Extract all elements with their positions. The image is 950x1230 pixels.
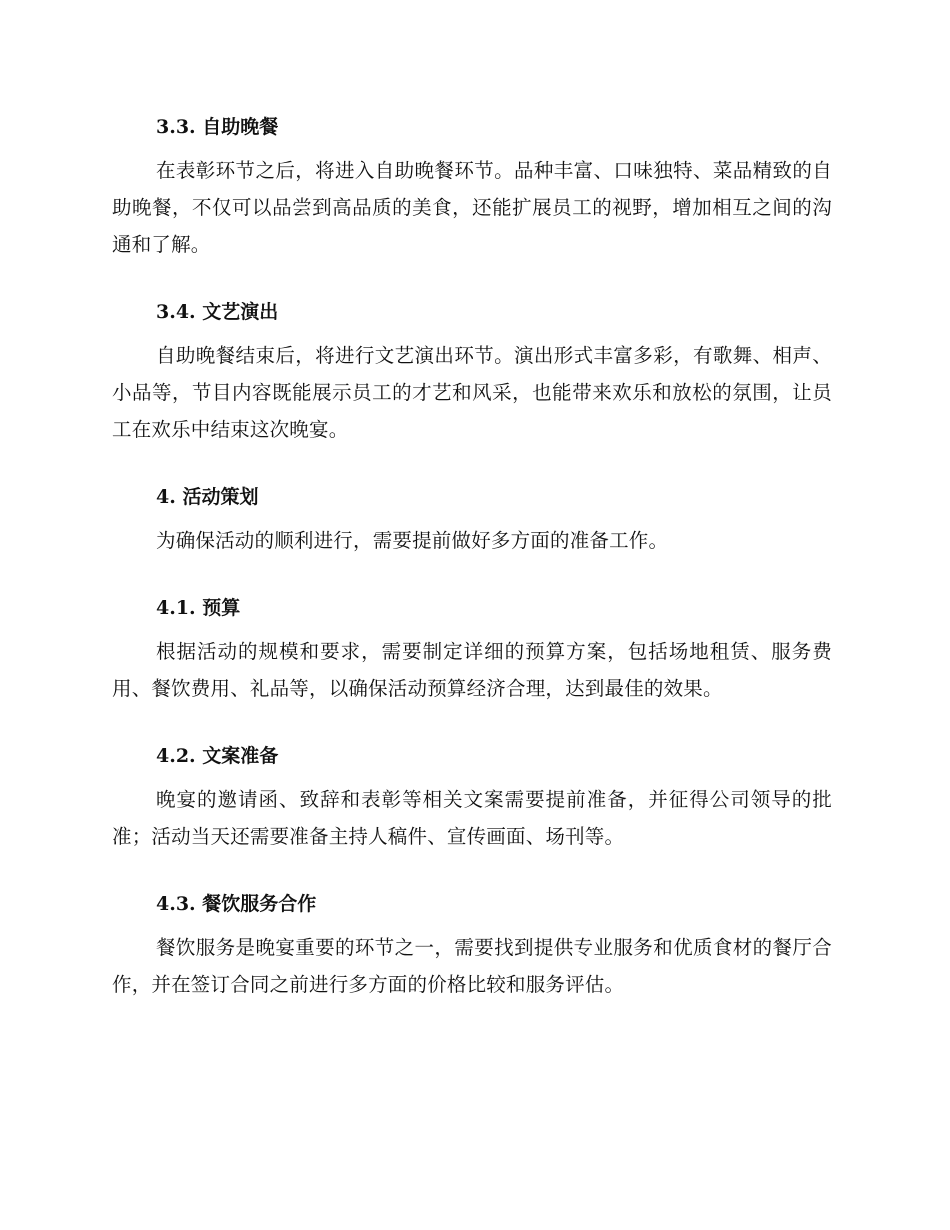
section-heading-3-3: 3.3. 自助晚餐 xyxy=(156,116,279,138)
section-paragraph-4-2: 晚宴的邀请函、致辞和表彰等相关文案需要提前准备，并征得公司领导的批准；活动当天还需要准备主持人稿件、宣传画面、场刊等。 xyxy=(112,788,832,848)
section-heading-3-4: 3.4. 文艺演出 xyxy=(156,301,279,323)
section-paragraph-4: 为确保活动的顺利进行，需要提前做好多方面的准备工作。 xyxy=(156,529,669,552)
section-heading-4-3: 4.3. 餐饮服务合作 xyxy=(156,893,317,915)
section-heading-4-2: 4.2. 文案准备 xyxy=(156,745,279,767)
section-heading-4: 4. 活动策划 xyxy=(156,486,259,508)
section-heading-4-1: 4.1. 预算 xyxy=(156,597,241,619)
section-paragraph-4-1: 根据活动的规模和要求，需要制定详细的预算方案，包括场地租赁、服务费用、餐饮费用、礼品等，以确保活动预算经济合理，达到最佳的效果。 xyxy=(112,640,832,700)
section-paragraph-3-3: 在表彰环节之后，将进入自助晚餐环节。品种丰富、口味独特、菜品精致的自助晚餐，不仅可以品尝到高品质的美食，还能扩展员工的视野，增加相互之间的沟通和了解。 xyxy=(112,159,832,256)
section-paragraph-4-3: 餐饮服务是晚宴重要的环节之一，需要找到提供专业服务和优质食材的餐厅合作，并在签订合同之前进行多方面的价格比较和服务评估。 xyxy=(112,936,832,996)
section-paragraph-3-4: 自助晚餐结束后，将进行文艺演出环节。演出形式丰富多彩，有歌舞、相声、小品等，节目内容既能展示员工的才艺和风采，也能带来欢乐和放松的氛围，让员工在欢乐中结束这次晚宴。 xyxy=(112,344,832,441)
document-body xyxy=(112,104,832,1003)
